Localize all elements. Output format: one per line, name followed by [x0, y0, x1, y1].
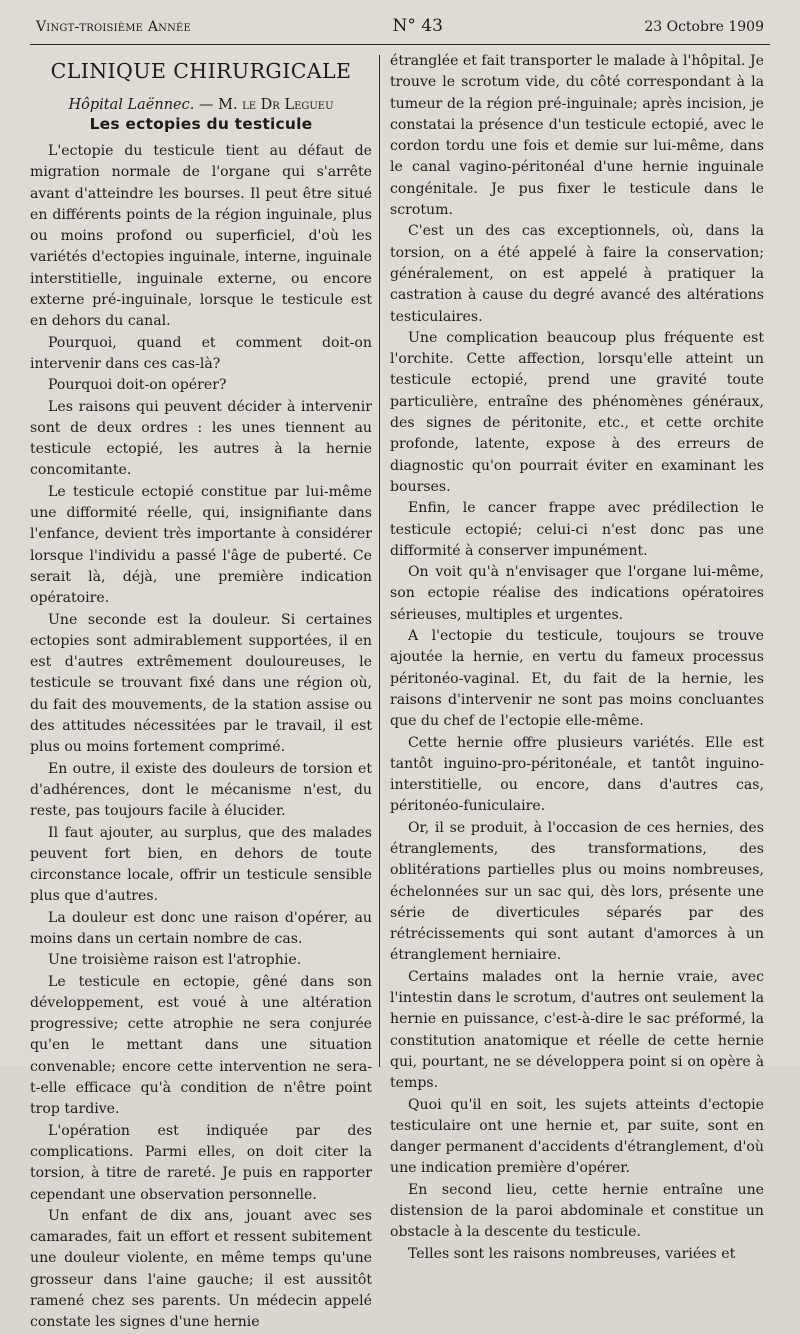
paragraph: Cette hernie offre plusieurs variétés. Elle est tantôt inguino-pro-péritonéale, et tantôt inguino-interstitielle, ou encore, dans d'autres cas, péritonéo-funiculaire.	[390, 734, 764, 815]
running-head	[30, 16, 770, 45]
right-column	[380, 51, 764, 1334]
paragraph: Enfin, le cancer frappe avec prédilection le testicule ectopié; celui-ci n'est donc pas une difformité à conserver impunément.	[390, 500, 764, 559]
paragraph: Le testicule en ectopie, gêné dans son développement, est voué à une altération progressive; cette atrophie ne sera conjurée qu'en le mettant dans une situation convenable; encore cette intervention ne sera-t-elle efficace qu'à condition de n'être point trop tardive.	[30, 973, 372, 1118]
paragraph: Pourquoi, quand et comment doit-on intervenir dans ces cas-là?	[30, 334, 372, 372]
paragraph: L'opération est indiquée par des complications. Parmi elles, on doit citer la torsion, à titre de rareté. Je puis en rapporter cependant une observation personnelle.	[30, 1122, 372, 1203]
column-divider	[379, 55, 380, 1067]
volume-label: Vingt-troisième Année	[36, 19, 192, 35]
paragraph: Or, il se produit, à l'occasion de ces hernies, des étranglements, des transformations, des oblitérations partielles plus ou moins nombreuses, échelonnées sur un sac qui, dès lors, présente une série de diverticules séparés par des rétrécissements qui sont autant d'amorces à un étranglement herniaire.	[390, 819, 764, 964]
paragraph: C'est un des cas exceptionnels, où, dans la torsion, on a été appelé à faire la conservation; généralement, on est appelé à pratiquer la castration à cause du degré avancé des altérations testiculaires.	[390, 223, 764, 325]
paragraph: étranglée et fait transporter le malade à l'hôpital. Je trouve le scrotum vide, du côté correspondant à la tumeur de la région pré-inguinale; après incision, je constatai la présence d'un testicule ectopié, avec le cordon tordu une fois et demie sur lui-même, dans le canal vagino-péritonéal d'une hernie inguinale congénitale. Je pus fixer le testicule dans le scrotum.	[390, 53, 764, 219]
paragraph: Un enfant de dix ans, jouant avec ses camarades, fait un effort et ressent subitement une douleur violente, en même temps qu'une grosseur dans l'aine gauche; il est aussitôt ramené chez ses parents. Un médecin appelé constate les signes d'une hernie	[30, 1207, 372, 1331]
paragraph: Quoi qu'il en soit, les sujets atteints d'ectopie testiculaire ont une hernie et, par suite, sont en danger permanent d'accidents d'étranglement, d'où une indication première d'opérer.	[390, 1096, 764, 1177]
paragraph: En outre, il existe des douleurs de torsion et d'adhérences, dont le mécanisme n'est, du reste, pas toujours facile à élucider.	[30, 760, 372, 820]
byline	[30, 97, 372, 113]
paragraph: Certains malades ont la hernie vraie, avec l'intestin dans le scrotum, d'autres ont seulement la hernie en puissance, c'est-à-dire le sac préformé, la constitution anatomique et réelle de cette hernie qui, pourtant, ne se développera point si on opère à temps.	[390, 968, 764, 1092]
paragraph: En second lieu, cette hernie entraîne une distension de la paroi abdominale et constitue un obstacle à la descente du testicule.	[390, 1181, 764, 1241]
paragraph: Telles sont les raisons nombreuses, variées et	[408, 1245, 736, 1262]
section-title: CLINIQUE CHIRURGICALE	[50, 59, 352, 83]
issue-number: N° 43	[392, 16, 443, 36]
paragraph: La douleur est donc une raison d'opérer, au moins dans un certain nombre de cas.	[30, 909, 372, 947]
byline-dash: —	[198, 97, 214, 113]
byline-hospital: Hôpital Laënnec.	[68, 97, 195, 113]
paragraph: Une troisième raison est l'atrophie.	[48, 952, 302, 969]
byline-doctor: M. le Dr Legueu	[218, 97, 334, 113]
paragraph: Pourquoi doit-on opérer?	[48, 377, 227, 394]
paragraph: Il faut ajouter, au surplus, que des malades peuvent fort bien, en dehors de toute circonstance locale, offrir un testicule sensible plus que d'autres.	[30, 824, 372, 905]
paragraph: Le testicule ectopié constitue par lui-même une difformité réelle, qui, insignifiante dans l'enfance, devient très importante à considérer lorsque l'individu a passé l'âge de puberté. Ce serait là, déjà, une première indication opératoire.	[30, 483, 372, 607]
paragraph: Les raisons qui peuvent décider à intervenir sont de deux ordres : les unes tiennent au testicule ectopié, les autres à la hernie concomitante.	[30, 398, 372, 479]
text-columns	[30, 51, 770, 1334]
left-column	[30, 51, 380, 1334]
paragraph: A l'ectopie du testicule, toujours se trouve ajoutée la hernie, en vertu du fameux processus péritonéo-vaginal. Et, du fait de la hernie, les raisons d'intervenir ne sont pas moins concluantes que du chef de l'ectopie elle-même.	[390, 628, 764, 730]
paragraph: On voit qu'à n'envisager que l'organe lui-même, son ectopie réalise des indications opératoires sérieuses, multiples et urgentes.	[390, 564, 764, 623]
paragraph: Une complication beaucoup plus fréquente est l'orchite. Cette affection, lorsqu'elle atteint un testicule ectopié, prend une gravité toute particulière, entraîne des phénomènes généraux, des signes de péritonite, etc., et cette orchite profonde, latente, expose à des erreurs de diagnostic qu'on pourrait éviter en examinant les bourses.	[390, 329, 764, 495]
issue-date: 23 Octobre 1909	[644, 19, 764, 35]
paragraph: Une seconde est la douleur. Si certaines ectopies sont admirablement supportées, il en est d'autres extrêmement douloureuses, le testicule se trouvant fixé dans une région où, du fait des mouvements, de la station assise ou des attitudes nécessitées par le travail, il est plus ou moins fortement comprimé.	[30, 611, 372, 756]
paragraph: L'ectopie du testicule tient au défaut de migration normale de l'organe qui s'arrête avant d'atteindre les bourses. Il peut être situé en différents points de la région inguinale, plus ou moins profond ou superficiel, d'où les variétés d'ectopies inguinale, interne, inguinale interstitielle, inguinale externe, ou encore externe pré-inguinale, lorsque le testicule est en dehors du canal.	[30, 143, 372, 330]
article-title: Les ectopies du testicule	[89, 115, 313, 133]
